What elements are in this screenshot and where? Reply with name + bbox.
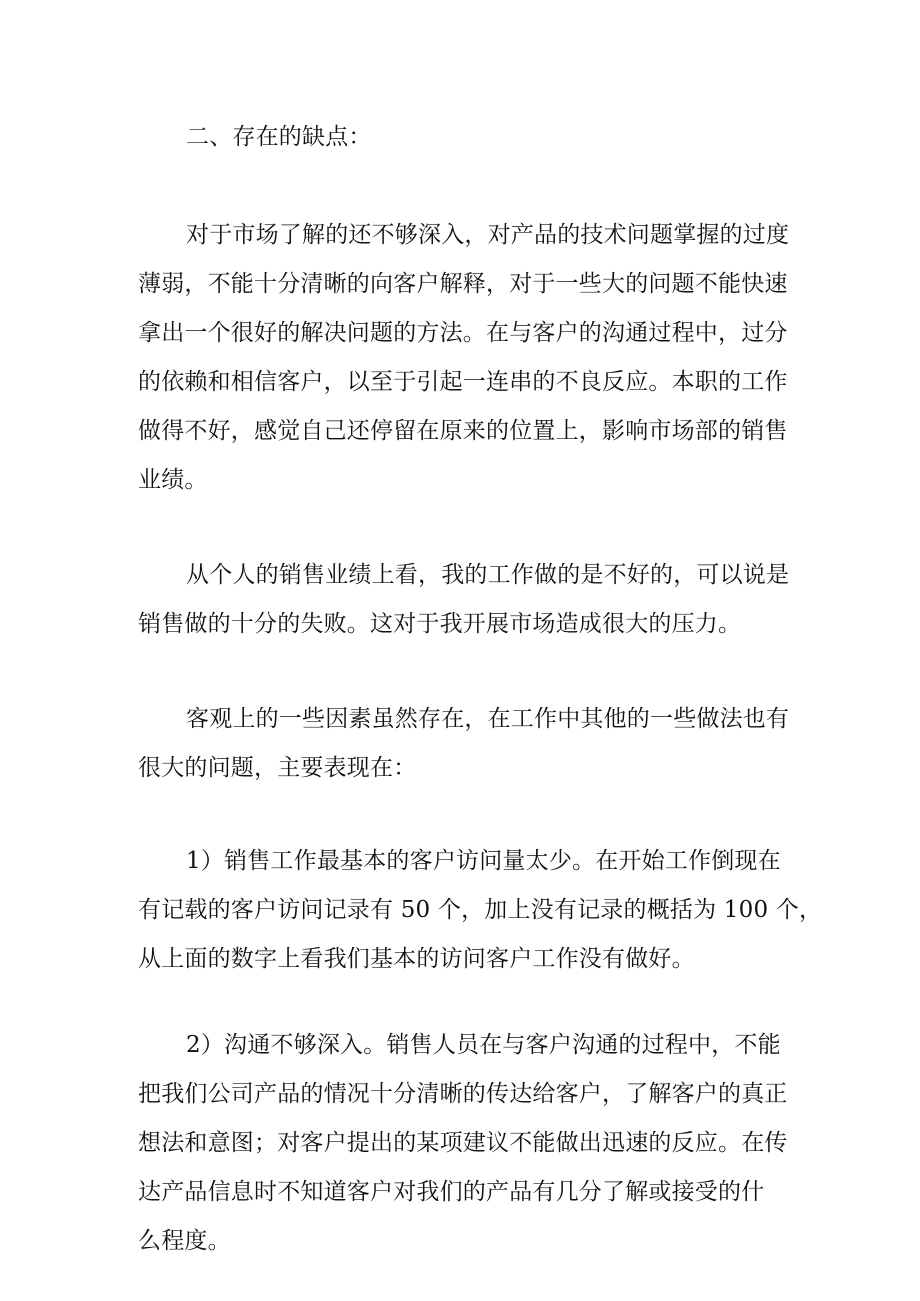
paragraph-line: 销售做的十分的失败。这对于我开展市场造成很大的压力。	[138, 611, 742, 637]
paragraph-line: 客观上的一些因素虽然存在，在工作中其他的一些做法也有	[186, 706, 790, 732]
paragraph-line: 薄弱，不能十分清晰的向客户解释，对于一些大的问题不能快速	[138, 271, 788, 297]
paragraph-line: 做得不好，感觉自己还停留在原来的位置上，影响市场部的销售	[138, 418, 788, 444]
section-heading: 二、存在的缺点：	[186, 124, 372, 150]
paragraph-line: 1）销售工作最基本的客户访问量太少。在开始工作倒现在	[186, 848, 781, 874]
paragraph-line: 拿出一个很好的解决问题的方法。在与客户的沟通过程中，过分	[138, 320, 788, 346]
paragraph-line: 么程度。	[138, 1228, 231, 1254]
paragraph-line: 对于市场了解的还不够深入，对产品的技术问题掌握的过度	[186, 222, 790, 248]
paragraph-line: 有记载的客户访问记录有 50 个，加上没有记录的概括为 100 个，	[138, 897, 823, 923]
paragraph-line: 的依赖和相信客户，以至于引起一连串的不良反应。本职的工作	[138, 369, 788, 395]
paragraph-line: 想法和意图；对客户提出的某项建议不能做出迅速的反应。在传	[138, 1130, 788, 1156]
paragraph-line: 业绩。	[138, 467, 208, 493]
paragraph-line: 把我们公司产品的情况十分清晰的传达给客户，了解客户的真正	[138, 1081, 788, 1107]
paragraph-line: 从个人的销售业绩上看，我的工作做的是不好的，可以说是	[186, 562, 790, 588]
paragraph-line: 达产品信息时不知道客户对我们的产品有几分了解或接受的什	[138, 1179, 765, 1205]
paragraph-line: 从上面的数字上看我们基本的访问客户工作没有做好。	[138, 946, 695, 972]
paragraph-line: 很大的问题，主要表现在：	[138, 755, 417, 781]
paragraph-line: 2）沟通不够深入。销售人员在与客户沟通的过程中，不能	[186, 1032, 781, 1058]
